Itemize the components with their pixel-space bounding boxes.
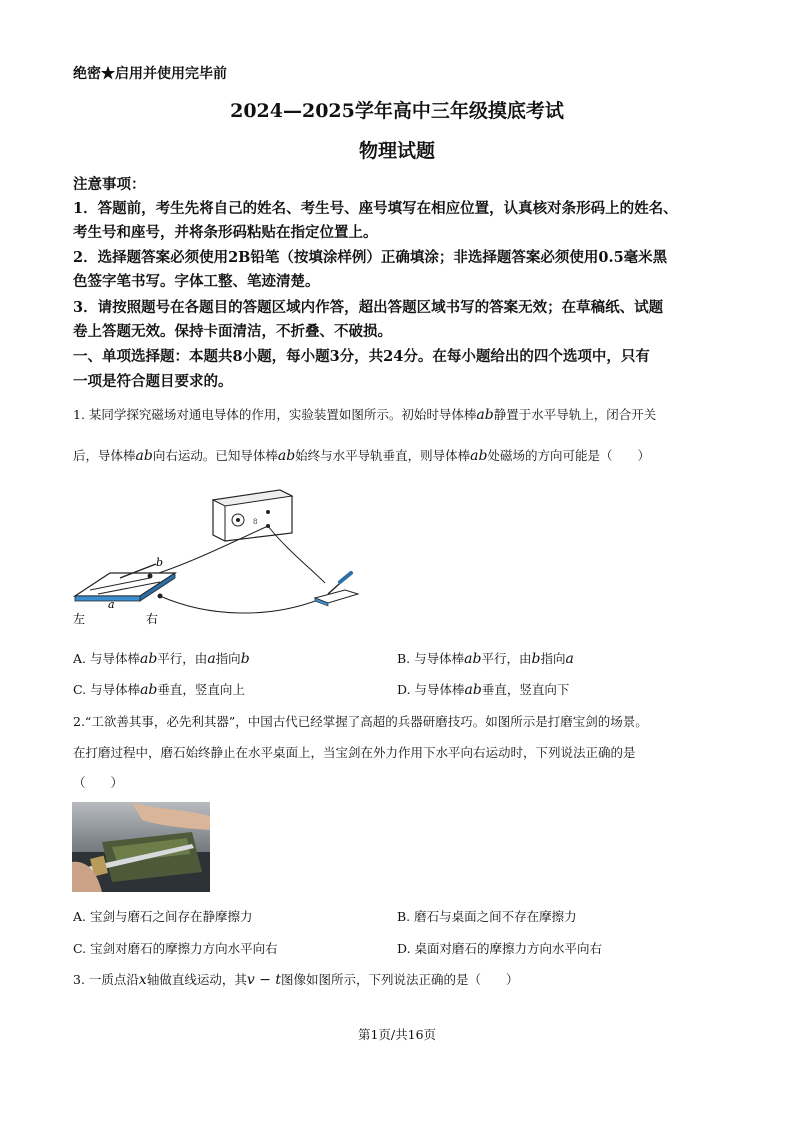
q1-option-d[interactable] [397,680,569,698]
q1-text: 静置于水平导轨上，闭合开关 [493,407,657,422]
q1-ab-symbol: ab [464,651,482,667]
confidential-note: 绝密★启用并使用完毕前 [73,66,227,82]
notice-item-2-line-1: 2．选择题答案必须使用2B铅笔（按填涂样例）正确填涂；非选择题答案必须使用0.5毫米黑 [73,249,668,266]
vt-symbol: v − t [246,972,281,988]
x-symbol: x [138,972,147,988]
notice-heading: 注意事项： [73,176,146,193]
q3-text: 图像如图所示，下列说法正确的是（ ） [281,972,519,987]
page-number: 第1页/共16页 [357,1027,437,1042]
q2-option-a[interactable]: A. 宝剑与磨石之间存在静摩擦力 [73,909,253,924]
point-b-symbol: b [240,651,250,667]
option-text: 指向 [540,651,566,666]
option-text: C. 与导体棒 [73,682,141,697]
q1-option-c[interactable] [73,680,245,698]
q2-line-2: 在打磨过程中，磨石始终静止在水平桌面上，当宝剑在外力作用下水平向右运动时，下列说法正确的是 [73,745,636,760]
q2-option-b[interactable]: B. 磨石与桌面之间不存在摩擦力 [397,909,577,924]
dial-label: 8 [253,518,258,526]
q2-option-d[interactable]: D. 桌面对磨石的摩擦力方向水平向右 [397,941,603,956]
option-text: 指向 [215,651,241,666]
q2-sword-sharpening-photo [72,802,210,892]
notice-item-3-line-1: 3．请按照题号在各题目的答题区域内作答，超出答题区域书写的答案无效；在草稿纸、试题 [73,299,664,316]
q1-ab-symbol: ab [464,682,482,698]
option-text: B. 与导体棒 [397,651,465,666]
notice-item-1-line-2: 考生号和座号，并将条形码粘贴在指定位置上。 [73,224,378,241]
option-text: 垂直，竖直向下 [481,682,570,697]
q1-option-b[interactable] [397,649,574,667]
q1-text: 始终与水平导轨垂直，则导体棒 [295,448,471,463]
q1-line-2 [73,446,650,464]
option-text: 平行，由 [481,651,532,666]
point-a-symbol: a [207,651,216,667]
q3-text: 3. 一质点沿 [73,972,139,987]
q1-text: 1. 某同学探究磁场对通电导体的作用，实验装置如图所示。初始时导体棒 [73,407,477,422]
option-text: 平行，由 [157,651,208,666]
q1-option-a[interactable] [73,649,250,667]
label-a: a [108,598,115,611]
q2-option-c[interactable]: C. 宝剑对磨石的摩擦力方向水平向右 [73,941,278,956]
q3-text: 轴做直线运动，其 [146,972,247,987]
q2-line-1: 2.“工欲善其事，必先利其器”，中国古代已经掌握了高超的兵器研磨技巧。如图所示是打磨宝剑的场景。 [73,714,648,729]
notice-item-1-line-1: 1．答题前，考生先将自己的姓名、考生号、座号填写在相应位置，认真核对条形码上的姓名、 [73,200,678,217]
q1-ab-symbol: ab [140,682,158,698]
q1-apparatus-figure [70,478,370,628]
notice-item-3-line-2: 卷上答题无效。保持卡面清洁，不折叠、不破损。 [73,323,392,340]
q1-line-1 [73,405,656,423]
section-heading-line-1: 一、单项选择题：本题共8小题，每小题3分，共24分。在每小题给出的四个选项中，只有 [73,348,650,365]
option-text: D. 与导体棒 [397,682,465,697]
q3-line-1 [73,970,519,988]
q1-ab-symbol: ab [476,407,494,423]
wire-3 [160,596,318,613]
q2-line-3: （ ） [73,775,124,790]
q1-text: 处磁场的方向可能是（ ） [487,448,650,463]
switch [315,573,358,606]
label-left: 左 [73,612,86,626]
q1-ab-symbol: ab [135,448,153,464]
subject-title: 物理试题 [358,140,435,162]
point-b-symbol: b [531,651,541,667]
section-heading-line-2: 一项是符合题目要求的。 [73,373,233,390]
q1-ab-symbol: ab [470,448,488,464]
option-text: 垂直，竖直向上 [157,682,245,697]
label-b: b [156,556,164,569]
notice-item-2-line-2: 色签字笔书写。字体工整、笔迹清楚。 [73,273,320,290]
option-text: A. 与导体棒 [73,651,140,666]
q1-ab-symbol: ab [277,448,296,464]
q1-ab-symbol: ab [139,651,158,667]
exam-title: 2024—2025学年高中三年级摸底考试 [230,100,564,122]
q1-text: 向右运动。已知导体棒 [152,448,278,463]
label-right: 右 [146,612,159,626]
point-a-symbol: a [565,651,574,667]
q1-text: 后，导体棒 [73,448,136,463]
rail-base [75,564,175,601]
